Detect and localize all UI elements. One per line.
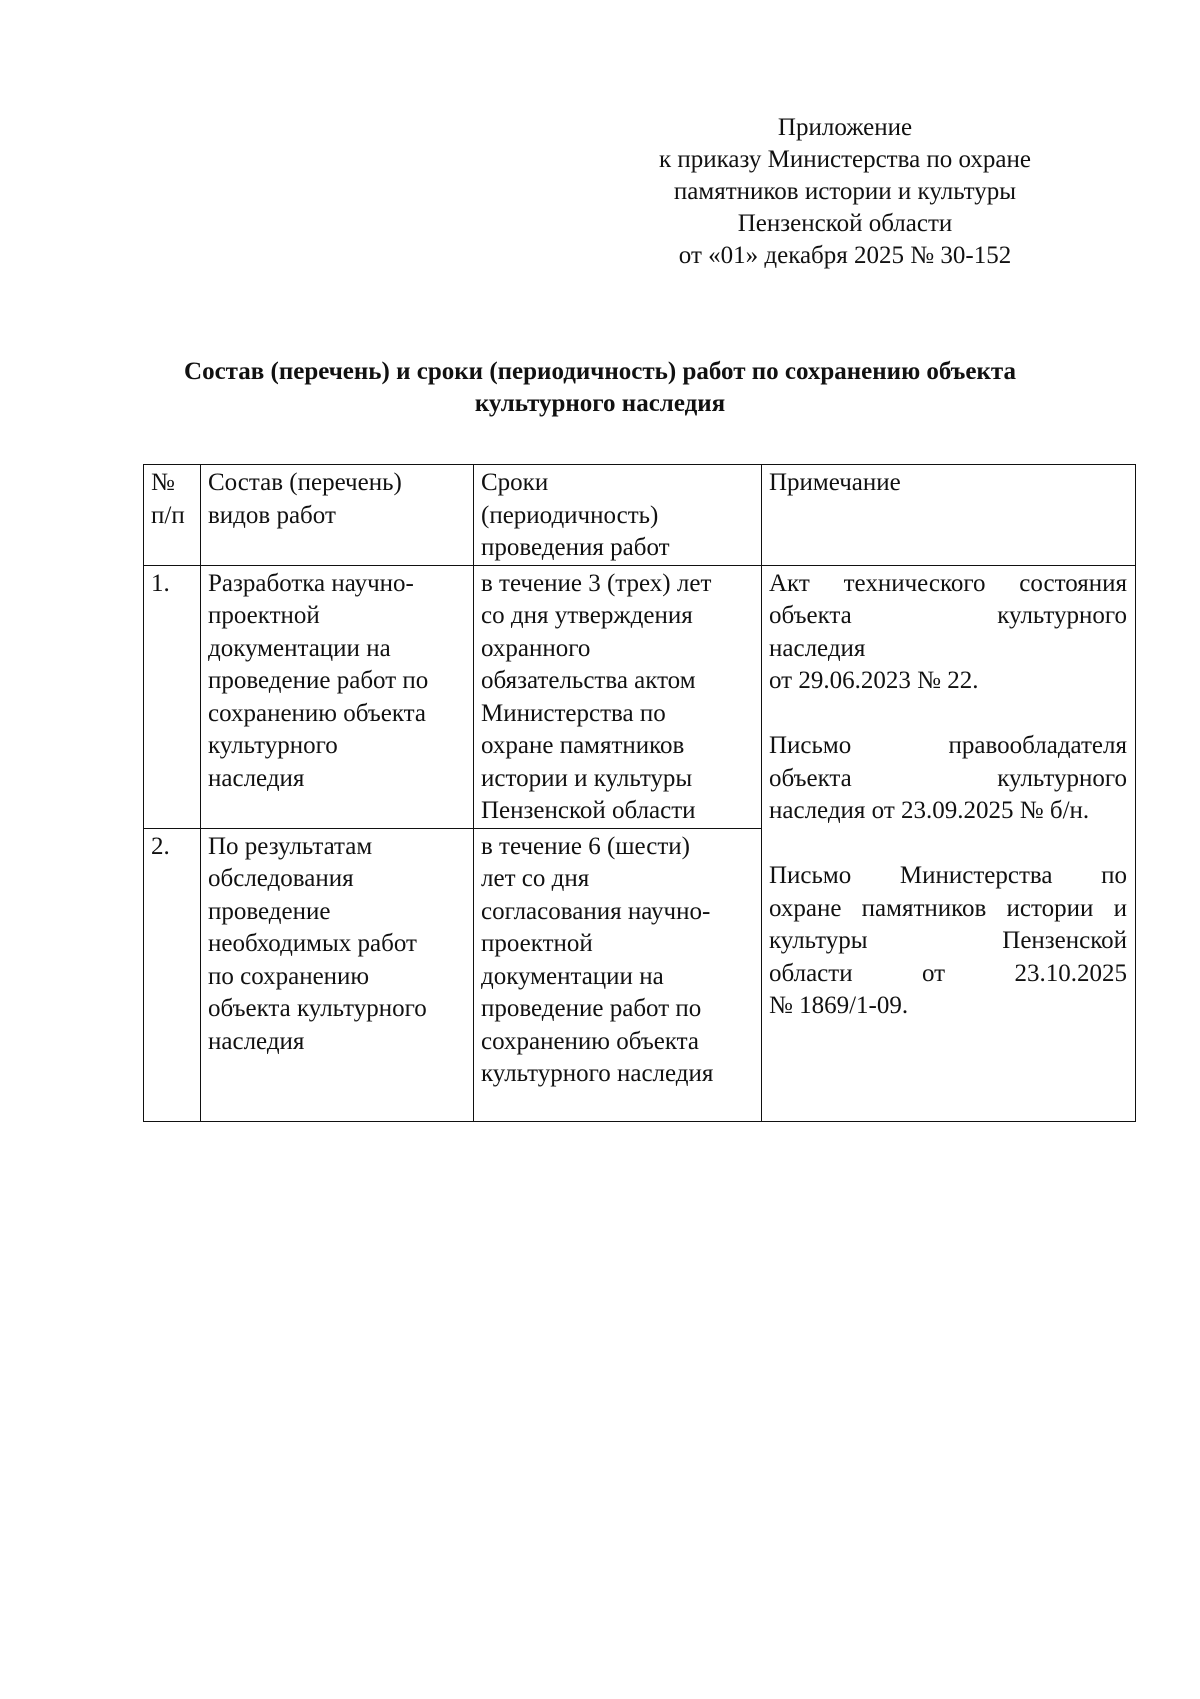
row-works — [201, 828, 474, 1121]
row-num-text: 2. — [151, 832, 170, 860]
document-title-line: культурного наследия — [474, 390, 726, 417]
header-num — [144, 465, 201, 566]
works-table — [143, 464, 1136, 1122]
row-num-text: 1. — [151, 569, 170, 597]
header-text: Состав (перечень) — [208, 469, 402, 496]
cell-line: наследия — [208, 1027, 305, 1055]
cell-line: проектной — [481, 930, 593, 957]
header-text: Примечание — [769, 469, 901, 496]
note-ministry-line: охране памятников истории и — [769, 894, 1127, 922]
approval-line: памятников истории и культуры — [673, 178, 1017, 205]
header-notes — [762, 465, 1136, 566]
cell-line: Пензенской области — [481, 797, 696, 824]
approval-date-line: от «01» декабря 2025 № 30-152 — [678, 242, 1012, 269]
note-act-line: Акт технического состояния — [769, 569, 1127, 597]
row-num — [144, 565, 201, 828]
cell-line: культурного наследия — [481, 1060, 714, 1087]
cell-line: охранного — [481, 634, 591, 662]
spacer — [769, 698, 1127, 731]
note-ministry-line: культуры Пензенской — [769, 927, 1127, 954]
document-title-line: Состав (перечень) и сроки (периодичность) работ по сохранению объекта — [184, 358, 1016, 385]
header-text: п/п — [151, 501, 185, 529]
cell-line: охране памятников — [481, 732, 685, 759]
notes-cell — [762, 565, 1136, 1121]
note-act-line: объекта культурного — [769, 602, 1127, 629]
cell-line: наследия — [208, 764, 305, 792]
row-terms — [474, 565, 762, 828]
header-text: видов работ — [208, 501, 336, 529]
cell-line: проектной — [208, 602, 320, 629]
cell-line: лет со дня — [481, 865, 590, 892]
cell-line: культурного — [208, 732, 338, 759]
note-ministry-line: области от 23.10.2025 — [769, 959, 1127, 987]
header-text: проведения работ — [481, 534, 670, 561]
cell-line: объекта культурного — [208, 995, 427, 1022]
spacer — [769, 828, 1127, 861]
cell-line: в течение 6 (шести) — [481, 832, 690, 860]
row-num — [144, 828, 201, 1121]
document-title — [130, 356, 1070, 420]
row-works — [201, 565, 474, 828]
table-row — [144, 565, 1136, 828]
approval-line: Приложение — [777, 114, 913, 141]
cell-line: проведение — [208, 897, 331, 925]
cell-line: со дня утверждения — [481, 602, 693, 629]
cell-line: Разработка научно- — [208, 569, 414, 597]
note-ministry-line: Письмо Министерства по — [769, 862, 1127, 889]
note-act-line: от 29.06.2023 № 22. — [769, 667, 979, 694]
cell-line: истории и культуры — [481, 764, 693, 792]
cell-line: по сохранению — [208, 962, 370, 990]
header-text: Сроки — [481, 469, 549, 496]
cell-line: проведение работ по — [208, 667, 429, 694]
cell-line: По результатам — [208, 832, 373, 860]
note-act-line: наследия — [769, 634, 866, 662]
header-text: (периодичность) — [481, 501, 659, 529]
header-terms — [474, 465, 762, 566]
header-works — [201, 465, 474, 566]
note-ministry-line: № 1869/1-09. — [769, 992, 909, 1019]
approval-line: Пензенской области — [737, 210, 953, 237]
row-terms — [474, 828, 762, 1121]
approval-block — [600, 112, 1090, 272]
cell-line: необходимых работ — [208, 930, 417, 957]
cell-line: в течение 3 (трех) лет — [481, 569, 712, 597]
note-owner-line: наследия от 23.09.2025 № б/н. — [769, 797, 1090, 824]
cell-line: проведение работ по — [481, 995, 702, 1022]
cell-line: обследования — [208, 865, 354, 892]
note-owner-line: объекта культурного — [769, 764, 1127, 792]
cell-line: документации на — [208, 634, 391, 662]
note-owner-line: Письмо правообладателя — [769, 732, 1127, 759]
approval-line: к приказу Министерства по охране — [658, 146, 1032, 173]
cell-line: Министерства по — [481, 699, 666, 727]
cell-line: обязательства актом — [481, 667, 696, 694]
cell-line: сохранению объекта — [208, 699, 426, 727]
cell-line: сохранению объекта — [481, 1027, 699, 1055]
cell-line: согласования научно- — [481, 897, 711, 925]
table-header-row — [144, 465, 1136, 566]
cell-line: документации на — [481, 962, 664, 990]
header-text: № — [151, 469, 175, 496]
